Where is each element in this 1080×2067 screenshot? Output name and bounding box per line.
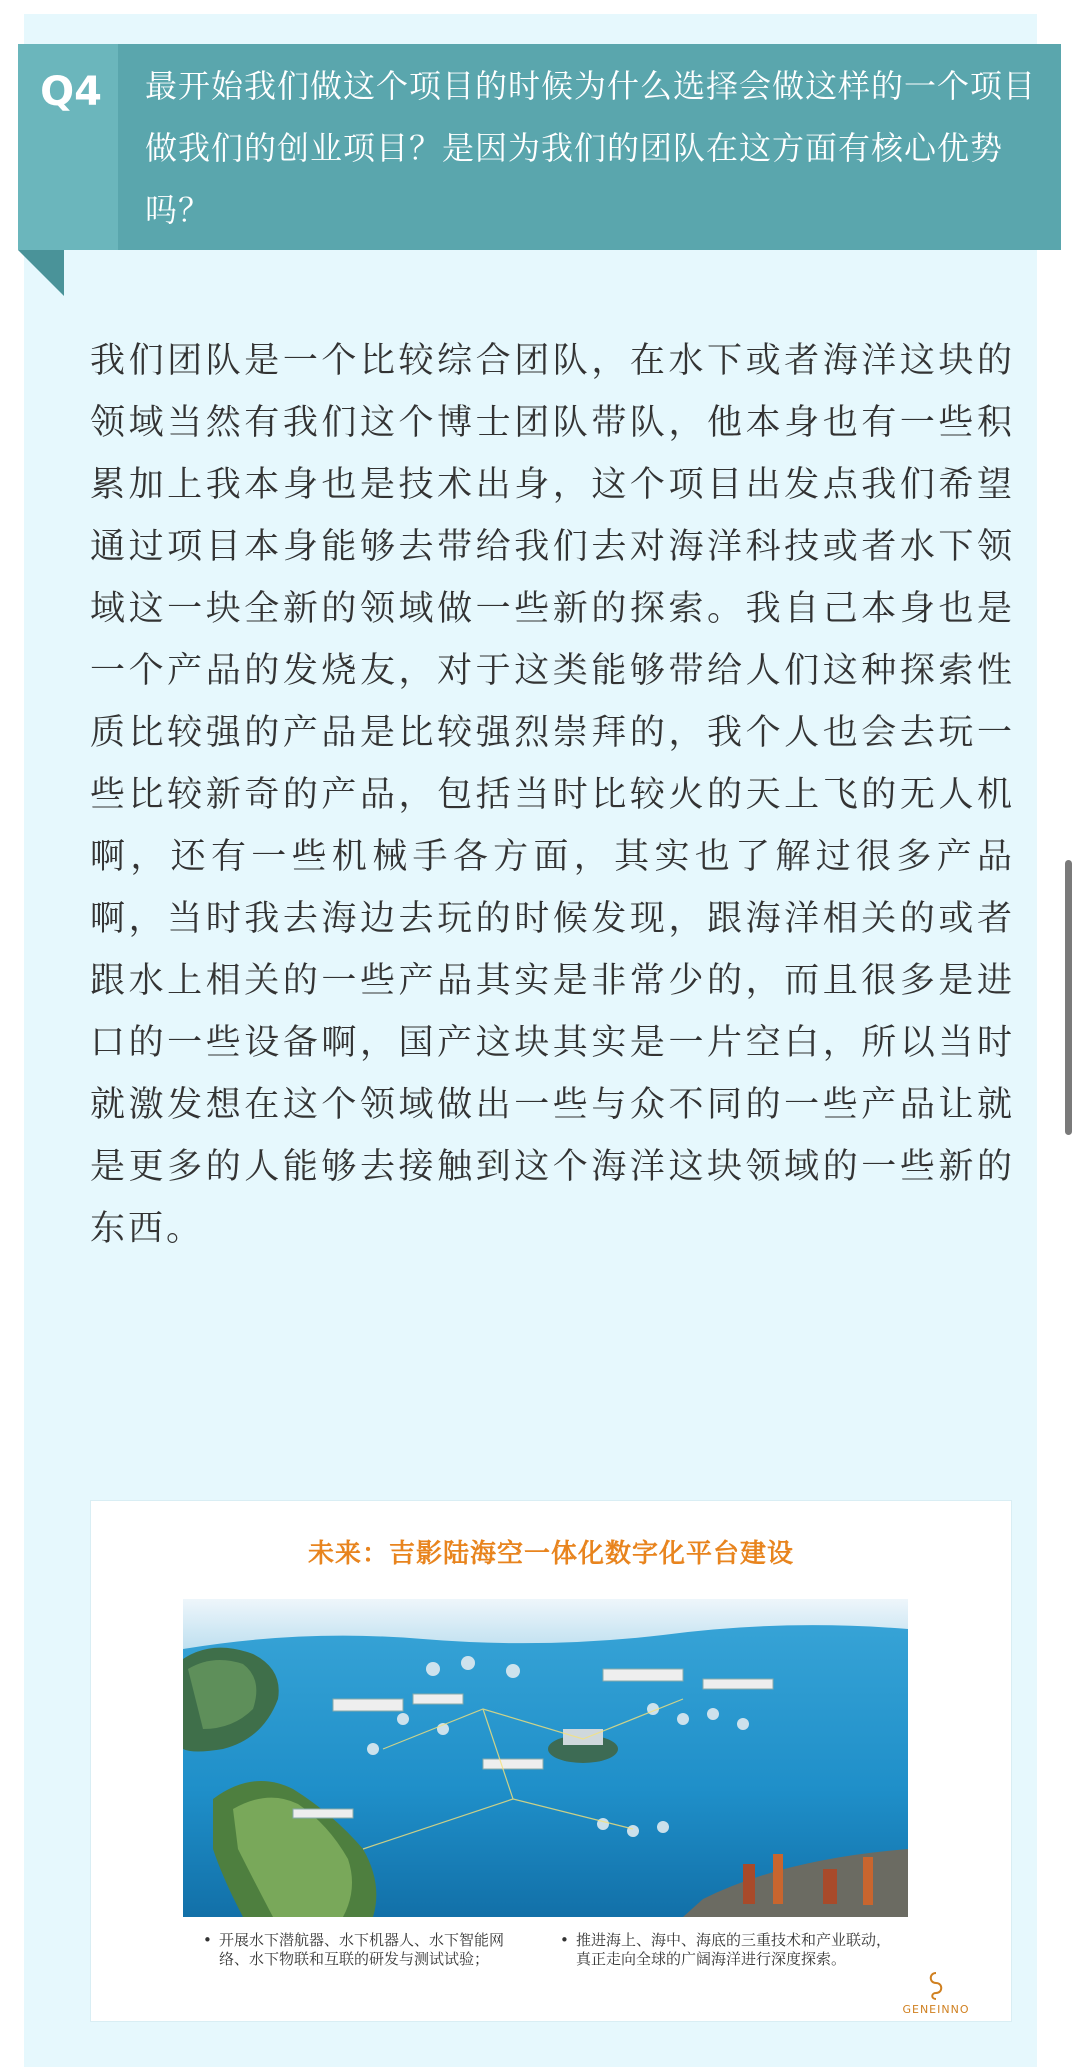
presentation-slide-image bbox=[90, 1500, 1012, 2022]
logo-text: GENEINNO bbox=[902, 2003, 970, 2016]
slide-title: 未来：吉影陆海空一体化数字化平台建设 bbox=[307, 1539, 794, 1569]
question-label: Q4 bbox=[40, 69, 102, 115]
slide-bullet-left-text: 开展水下潜航器、水下机器人、水下智能网络、水下物联和互联的研发与测试试验； bbox=[219, 1931, 505, 1968]
geneinno-logo bbox=[891, 1971, 981, 2016]
ocean-platform-illustration bbox=[183, 1599, 908, 1917]
slide-bullet-left: • 开展水下潜航器、水下机器人、水下智能网络、水下物联和互联的研发与测试试验； bbox=[203, 1931, 505, 1968]
scrollbar-thumb[interactable] bbox=[1065, 860, 1072, 1135]
slide-bullet-right-text: 推进海上、海中、海底的三重技术和产业联动，真正走向全球的广阔海洋进行深度探索。 bbox=[576, 1931, 892, 1968]
banner-fold bbox=[18, 250, 64, 296]
answer-paragraph: 我们团队是一个比较综合团队，在水下或者海洋这块的领域当然有我们这个博士团队带队，他本身也有一些积累加上我本身也是技术出身，这个项目出发点我们希望通过项目本身能够去带给我们去对海洋科技或者水下领域这一块全新的领域做一些新的探索。我自己本身也是一个产品的发烧友，对于这类能够带给人们这种探索性质比较强的产品是比较强烈崇拜的，我个人也会去玩一些比较新奇的产品，包括当时比较火的天上飞的无人机啊，还有一些机械手各方面，其实也了解过很多产品啊，当时我去海边去玩的时候发现，跟海洋相关的或者跟水上相关的一些产品其实是非常少的，而且很多是进口的一些设备啊，国产这块其实是一片空白，所以当时就激发想在这个领域做出一些与众不同的一些产品让就是更多的人能够去接触到这个海洋这块领域的一些新的东西。 bbox=[90, 341, 1015, 1249]
question-text: 最开始我们做这个项目的时候为什么选择会做这样的一个项目做我们的创业项目？是因为我们的团队在这方面有核心优势吗？ bbox=[145, 67, 1037, 229]
geneinno-logo-icon bbox=[925, 1971, 947, 2001]
slide-bullet-right: • 推进海上、海中、海底的三重技术和产业联动，真正走向全球的广阔海洋进行深度探索。 bbox=[560, 1931, 892, 1968]
